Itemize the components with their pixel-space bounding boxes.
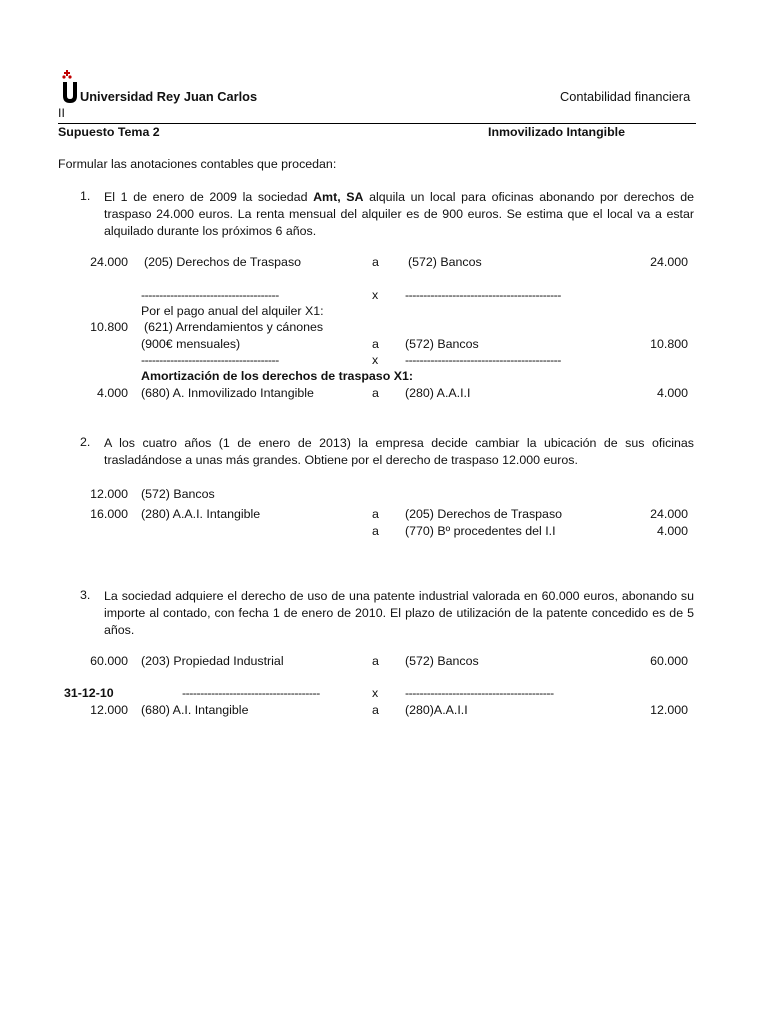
entry-amount-credit: 24.000 [650,507,688,521]
entry-amount-credit: 12.000 [650,703,688,717]
exercise-1-statement: El 1 de enero de 2009 la sociedad Amt, SA alquila un local para oficinas abonando por derechos de traspaso 24.000 euros. La renta mensual del alquiler es de 900 euros. Se estima que el local va a estar alquilado durante los próximos 6 años. [104,190,694,238]
separator-x: x [372,686,379,700]
exercise-3-statement: La sociedad adquiere el derecho de uso de una patente industrial valorada en 60.000 euros, abonando su importe al contado, con fecha 1 de enero de 2010. El plazo de utilización de la patente concedido es de 5 años. [104,589,694,637]
entry-debit-account: (203) Propiedad Industrial [141,654,284,668]
separator-x: x [372,353,379,367]
exercise-3-number: 3. [80,588,91,602]
topic-title: Inmovilizado Intangible [488,125,625,139]
instructions: Formular las anotaciones contables que procedan: [58,157,337,171]
entry-debit-account: (280) A.A.I. Intangible [141,507,261,521]
separator-right: ----------------------------------------- [405,686,554,700]
exercise-2-number: 2. [80,435,91,449]
entry-connector: a [372,337,379,351]
entry-amount-credit: 24.000 [650,255,688,269]
entry-debit-account: (572) Bancos [141,487,215,501]
entry-debit-account: (680) A. Inmovilizado Intangible [141,386,314,400]
entry-debit-account: (621) Arrendamientos y cánones [144,320,324,334]
entry-amount-debit: 12.000 [90,703,128,717]
entry-debit-detail: (900€ mensuales) [141,337,241,351]
entry-amount-debit: 12.000 [90,487,128,501]
entry-amount-debit: 10.800 [90,320,128,334]
entry-connector: a [372,654,379,668]
entry-credit-account: (572) Bancos [405,337,479,351]
company-name: Amt, SA [313,190,364,204]
separator-left: -------------------------------------- [141,288,279,302]
entry-amount-debit: 60.000 [90,654,128,668]
separator-right: ------------------------------------------- [405,288,561,302]
entry-amount-credit: 4.000 [656,386,688,400]
entry-note: Amortización de los derechos de traspaso X1: [141,369,413,383]
entry-connector: a [372,386,379,400]
entry-credit-account: (280) A.A.I.I [405,386,471,400]
university-name: Universidad Rey Juan Carlos [80,89,258,104]
entry-amount-credit: 10.800 [650,337,688,351]
exercise-2-statement: A los cuatro años (1 de enero de 2013) la empresa decide cambiar la ubicación de sus oficinas trasladándose a unas más grandes. Obtiene por el derecho de traspaso 12.000 euros. [104,436,694,467]
separator-right: ------------------------------------------- [405,353,561,367]
entry-credit-account: (572) Bancos [408,255,482,269]
course-title: Contabilidad financiera [560,89,691,104]
entry-amount-debit: 24.000 [90,255,128,269]
entry-connector: a [372,703,379,717]
entry-debit-account: (680) A.I. Intangible [141,703,249,717]
university-logo [60,70,80,104]
course-title-continued: II [58,106,65,120]
separator-left: -------------------------------------- [182,686,320,700]
header-rule [58,123,696,124]
entry-credit-account: (572) Bancos [405,654,479,668]
entry-date: 31-12-10 [64,686,114,700]
entry-credit-account: (770) Bº procedentes del I.I [405,524,556,538]
entry-credit-account: (280)A.A.I.I [405,703,468,717]
separator-left: -------------------------------------- [141,353,279,367]
assignment-title: Supuesto Tema 2 [58,125,160,139]
entry-amount-credit: 60.000 [650,654,688,668]
entry-amount-debit: 16.000 [90,507,128,521]
entry-note: Por el pago anual del alquiler X1: [141,304,324,318]
entry-debit-account: (205) Derechos de Traspaso [144,255,302,269]
entry-connector: a [372,255,379,269]
entry-connector: a [372,507,379,521]
entry-amount-debit: 4.000 [96,386,128,400]
entry-connector: a [372,524,379,538]
separator-x: x [372,288,379,302]
entry-credit-account: (205) Derechos de Traspaso [405,507,563,521]
entry-amount-credit: 4.000 [656,524,688,538]
exercise-1-number: 1. [80,189,91,203]
